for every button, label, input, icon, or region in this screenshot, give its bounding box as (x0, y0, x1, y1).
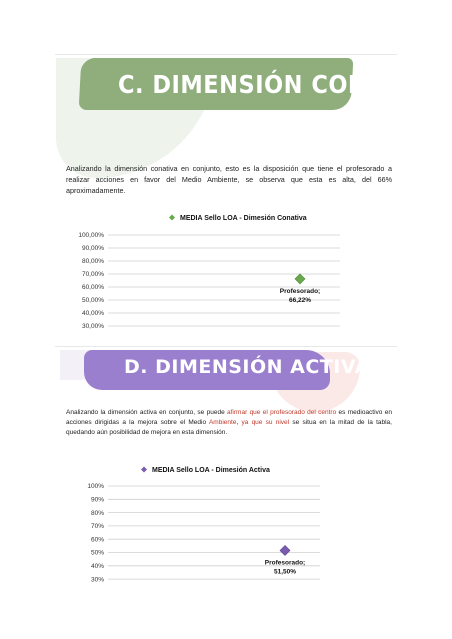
y-tick-label: 70,00% (81, 271, 104, 279)
chart-conativa (60, 210, 360, 340)
chart-title: MEDIA Sello LOA - Dimesión Conativa (180, 215, 307, 222)
y-tick-label: 30,00% (81, 323, 104, 331)
y-tick-label: 70% (90, 523, 104, 531)
data-label-value: 66,22% (288, 296, 312, 304)
section-c-title: C. DIMENSIÓN CONATIVA (118, 70, 443, 99)
legend-marker-icon (141, 467, 147, 473)
data-point (295, 274, 305, 284)
section-c-paragraph: Analizando la dimensión conativa en conjunto, esto es la disposición que tiene el profesorado a realizar acciones en favor del Medio Ambiente, se observa que esta es alta, del 66% aproximadamente. (66, 164, 392, 195)
y-tick-label: 60,00% (81, 284, 104, 292)
data-label-category: Profesorado; (264, 559, 306, 567)
paragraph-text: se situa en la mitad de la tabla, quedando aún posibilidad de mejora en esta dimensión. (66, 419, 392, 436)
highlighted-text: afirmar que el profesorado del centro (227, 409, 337, 416)
y-tick-label: 90,00% (81, 245, 104, 253)
legend-marker-icon (169, 215, 175, 221)
chart-conativa-svg (60, 210, 360, 340)
paragraph-text: es medioactivo en acciones dirigidas a la mejora sobre el Medio (66, 409, 392, 426)
chart-title: MEDIA Sello LOA - Dimesión Activa (152, 467, 270, 474)
highlighted-text: ya que su nivel (241, 419, 290, 426)
chart-activa (60, 464, 360, 584)
section-d-title: D. DIMENSIÓN ACTIVA (124, 356, 370, 378)
y-tick-label: 30% (90, 576, 104, 584)
y-tick-label: 50,00% (81, 297, 104, 305)
y-tick-label: 100,00% (78, 232, 104, 240)
paragraph-text: , (236, 419, 242, 426)
page-divider (55, 54, 397, 55)
y-tick-label: 100% (87, 483, 104, 491)
y-tick-label: 80,00% (81, 258, 104, 266)
y-tick-label: 60% (90, 536, 104, 544)
chart-activa-svg (60, 464, 360, 584)
paragraph-text: Analizando la dimensión activa en conjunto, se puede (66, 409, 228, 416)
data-point (280, 546, 290, 556)
y-tick-label: 80% (90, 509, 104, 517)
y-tick-label: 50% (90, 549, 104, 557)
y-tick-label: 90% (90, 496, 104, 504)
y-tick-label: 40% (90, 563, 104, 570)
section-d-paragraph (66, 408, 392, 438)
highlighted-text: Ambiente (208, 419, 237, 426)
page-divider (55, 346, 397, 347)
data-label-category: Profesorado; (279, 287, 321, 295)
data-label-value: 51,50% (273, 568, 297, 576)
y-tick-label: 40,00% (81, 310, 104, 318)
